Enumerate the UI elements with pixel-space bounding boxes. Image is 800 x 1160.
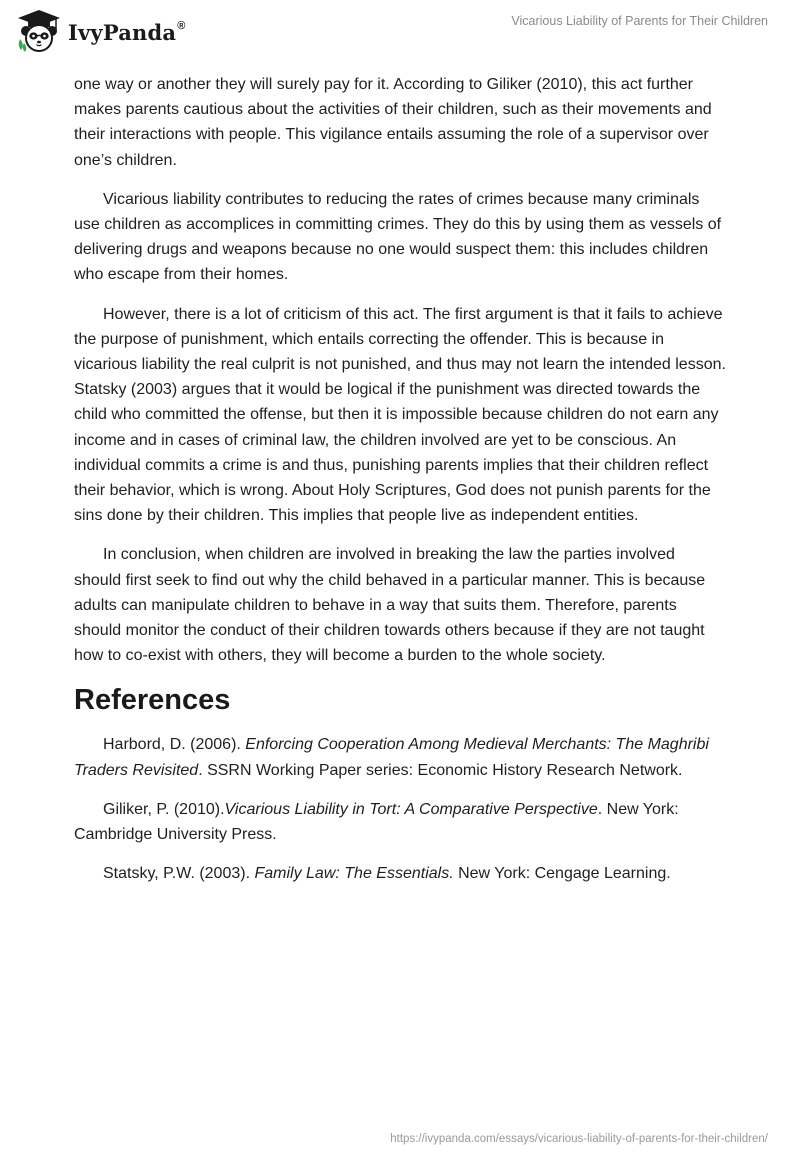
source-url-link[interactable]: https://ivypanda.com/essays/vicarious-liability-of-parents-for-their-children/	[390, 1133, 768, 1145]
references-heading: References	[74, 684, 231, 717]
panda-graduate-icon	[16, 9, 62, 53]
essay-content	[74, 72, 726, 900]
document-title: Vicarious Liability of Parents for Their Children	[511, 14, 768, 28]
reference-item: Giliker, P. (2010).Vicarious Liability in Tort: A Comparative Perspective. New York: Cambridge University Press.	[74, 800, 679, 844]
reference-item: Harbord, D. (2006). Enforcing Cooperation Among Medieval Merchants: The Maghribi Traders Revisited. SSRN Working Paper series: Economic History Research Network.	[74, 736, 709, 779]
paragraph: However, there is a lot of criticism of this act. The first argument is that it fails to achieve the purpose of punishment, which entails correcting the offender. This is because in vicarious liability the real culprit is not punished, and thus may not learn the intended lesson. Statsky (2003) argues that it would be logical if the punishment was directed towards the child who committed the offense, but then it is impossible because children do not earn any income and in cases of criminal law, the children involved are yet to be conscious. An individual commits a crime is and thus, punishing parents implies that their children reflect their behavior, which is wrong. About Holy Scriptures, God does not punish parents for the sins done by their children. This implies that people live as independent entities.	[74, 305, 726, 525]
ivypanda-logo[interactable]	[16, 9, 186, 53]
paragraph: In conclusion, when children are involved in breaking the law the parties involved should first seek to find out why the child behaved in a particular manner. This is because adults can manipulate children to behave in a way that suits them. Therefore, parents should monitor the conduct of their children towards others because if they are not taught how to co-exist with others, they will become a burden to the whole society.	[74, 546, 706, 665]
reference-item: Statsky, P.W. (2003). Family Law: The Essentials. New York: Cengage Learning.	[103, 865, 671, 883]
page-header	[0, 0, 800, 70]
paragraph: Vicarious liability contributes to reducing the rates of crimes because many criminals use children as accomplices in committing crimes. They do this by using them as vessels of delivering drugs and weapons because no one would suspect them: this includes children who escape from their homes.	[74, 190, 722, 284]
brand-name: IvyPanda®	[68, 19, 186, 45]
paragraph: one way or another they will surely pay for it. According to Giliker (2010), this act further makes parents cautious about the activities of their children, such as their movements and their interactions with people. This vigilance entails assuming the role of a supervisor over one’s children.	[74, 76, 712, 169]
